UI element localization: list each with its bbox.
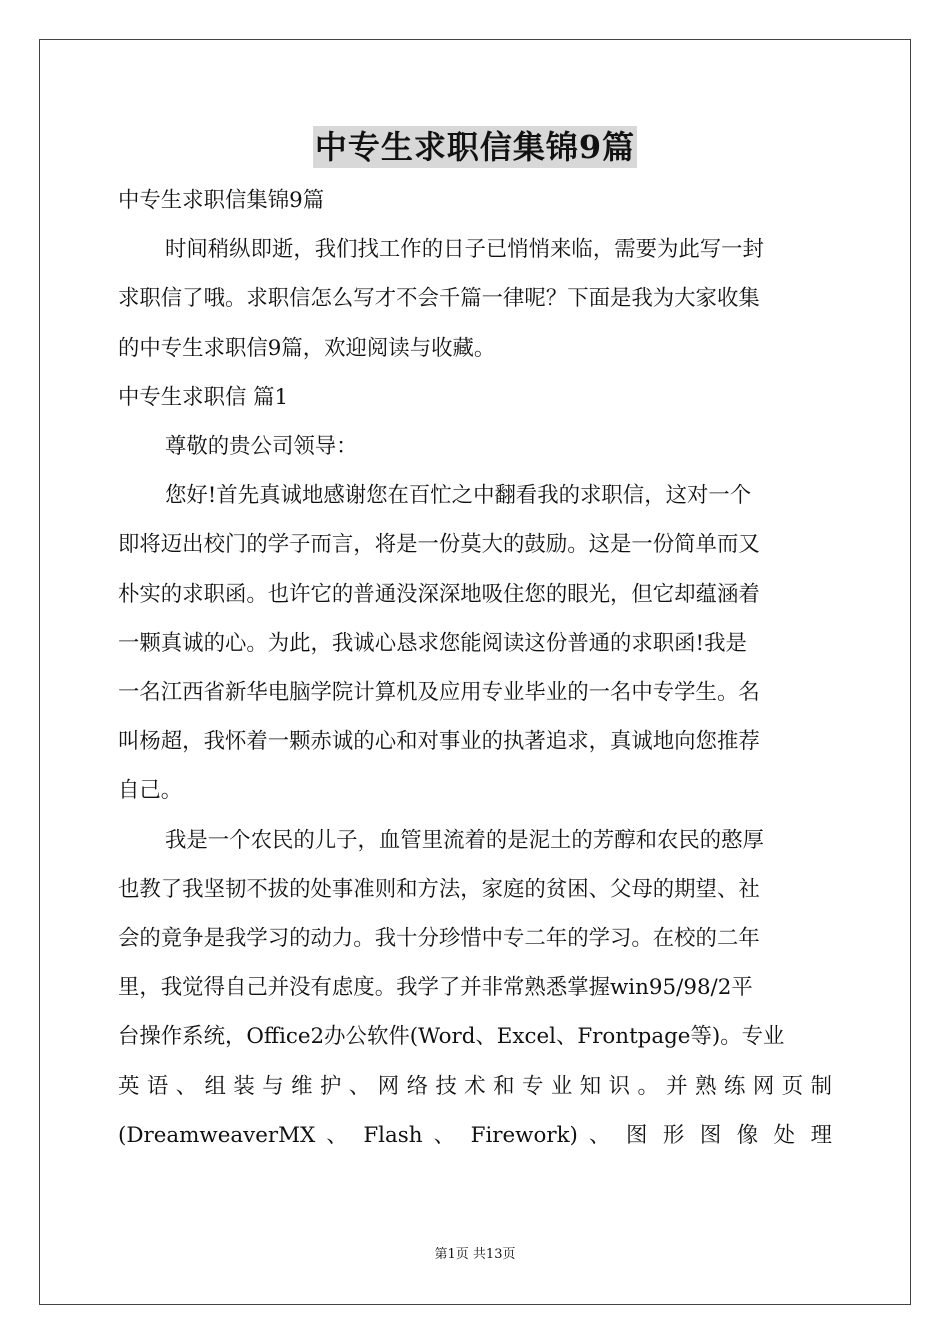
- document-body: [118, 176, 832, 1160]
- body-line: 我是一个农民的儿子，血管里流着的是泥土的芳醇和农民的憨厚: [165, 827, 764, 853]
- body-line: 时间稍纵即逝，我们找工作的日子已悄悄来临，需要为此写一封: [165, 237, 764, 263]
- body-line: 求职信了哦。求职信怎么写才不会千篇一律呢？下面是我为大家收集: [118, 286, 760, 312]
- page-footer: [0, 1247, 950, 1263]
- document-title: [0, 126, 950, 168]
- body-line: 叫杨超，我怀着一颗赤诚的心和对事业的执著追求，真诚地向您推荐: [118, 729, 760, 755]
- salutation: 尊敬的贵公司领导：: [165, 434, 358, 460]
- body-line: 您好!首先真诚地感谢您在百忙之中翻看我的求职信，这对一个: [165, 483, 752, 509]
- body-line: 一名江西省新华电脑学院计算机及应用专业毕业的一名中专学生。名: [118, 680, 760, 706]
- body-line: 中专生求职信集锦9篇: [118, 188, 325, 213]
- body-line: (DreamweaverMX 、 Flash 、 Firework) 、 图 形 图 像 处 理: [118, 1122, 832, 1148]
- body-line: 英 语 、 组 装 与 维 护 、 网 络 技 术 和 专 业 知 识 。 并 熟 练 网 页 制: [118, 1073, 832, 1099]
- body-line: 自己。: [118, 778, 183, 804]
- section-heading: 中专生求职信 篇1: [118, 384, 289, 410]
- document-title-text: 中专生求职信集锦9篇: [314, 128, 636, 166]
- body-line: 即将迈出校门的学子而言，将是一份莫大的鼓励。这是一份简单而又: [118, 532, 760, 558]
- body-line: 朴实的求职函。也许它的普通没深深地吸住您的眼光，但它却蕴涵着: [118, 581, 760, 607]
- body-line: 里，我觉得自己并没有虑度。我学了并非常熟悉掌握win95/98/2平: [118, 975, 753, 1001]
- body-line: 会的竟争是我学习的动力。我十分珍惜中专二年的学习。在校的二年: [118, 926, 760, 952]
- body-line: 也教了我坚韧不拔的处事准则和方法，家庭的贫困、父母的期望、社: [118, 876, 760, 902]
- page-number: 第1页 共13页: [434, 1247, 516, 1262]
- body-line: 一颗真诚的心。为此，我诚心恳求您能阅读这份普通的求职函!我是: [118, 630, 747, 656]
- body-line: 的中专生求职信9篇，欢迎阅读与收藏。: [118, 335, 496, 361]
- body-line: 台操作系统，Office2办公软件(Word、Excel、Frontpage等)。专业: [118, 1024, 785, 1050]
